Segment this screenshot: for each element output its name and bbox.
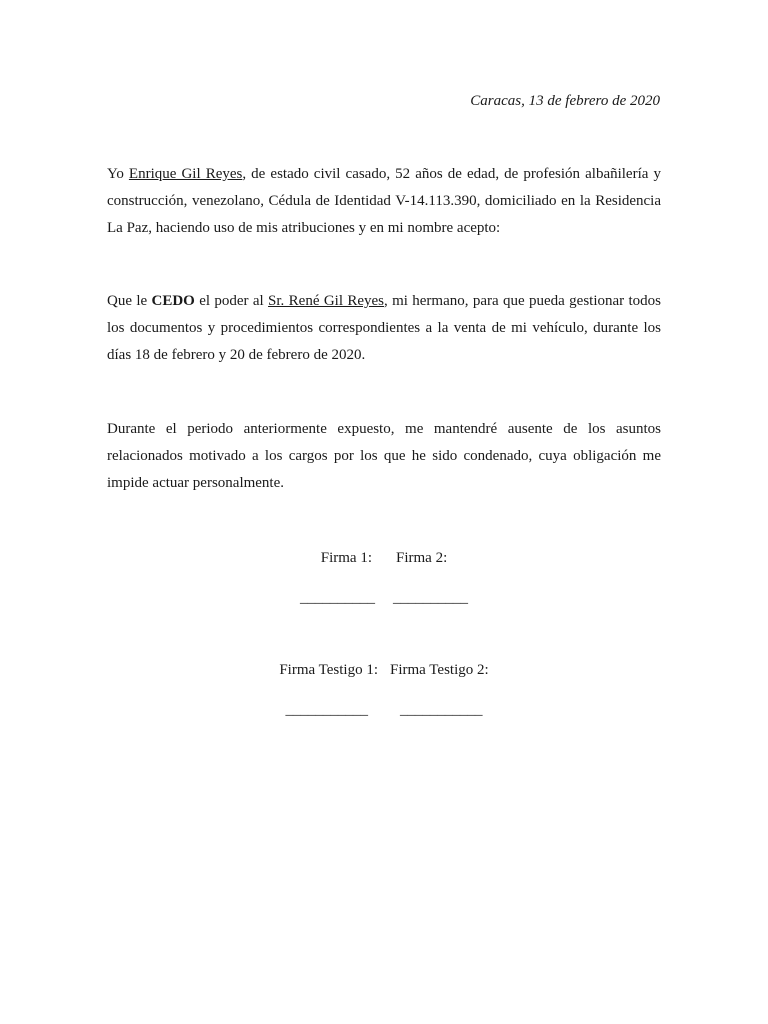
testigo-1-line: ___________ [285,702,368,718]
testigo-1-label: Firma Testigo 1: [279,662,378,678]
paragraph-declarant-post: , de estado civil casado, 52 años de edad, de profesión albañilería y construcción, venezolano, Cédula de Identidad V-14.113.390, domiciliado en la Residencia La Paz, haciendo uso de mis atribuciones y en mi nombre acepto: [107,166,661,236]
signature-labels-row [0,548,768,568]
firma-2-label: Firma 2: [396,550,448,566]
paragraph-absence: Durante el periodo anteriormente expuesto, me mantendré ausente de los asuntos relacionados motivado a los cargos por los que he sido condenado, cuya obligación me impide actuar personalmente. [107,421,661,491]
paragraph-cession-post: , mi hermano, para que pueda gestionar todos los documentos y procedimientos correspondientes a la venta de mi vehículo, durante los días 18 de febrero y 20 de febrero de 2020. [107,293,661,363]
signature-lines-row [0,588,768,608]
paragraph-cession [107,288,661,369]
paragraph-cession-pre: Que le [107,293,152,309]
firma-1-label: Firma 1: [320,550,372,566]
attorney-name: Sr. René Gil Reyes [268,293,384,309]
paragraph-declarant [107,161,661,242]
firma-1-line: __________ [300,590,375,606]
witness-labels-row [0,660,768,680]
testigo-2-line: ___________ [400,702,483,718]
document-date: Caracas, 13 de febrero de 2020 [470,93,660,109]
declarant-name: Enrique Gil Reyes [128,166,243,182]
paragraph-cession-mid: el poder al [194,293,269,309]
testigo-2-label: Firma Testigo 2: [390,662,489,678]
paragraph-declarant-pre: Yo [107,166,129,182]
cedo-keyword: CEDO [151,293,195,309]
witness-lines-row [0,700,768,720]
firma-2-line: __________ [393,590,468,606]
